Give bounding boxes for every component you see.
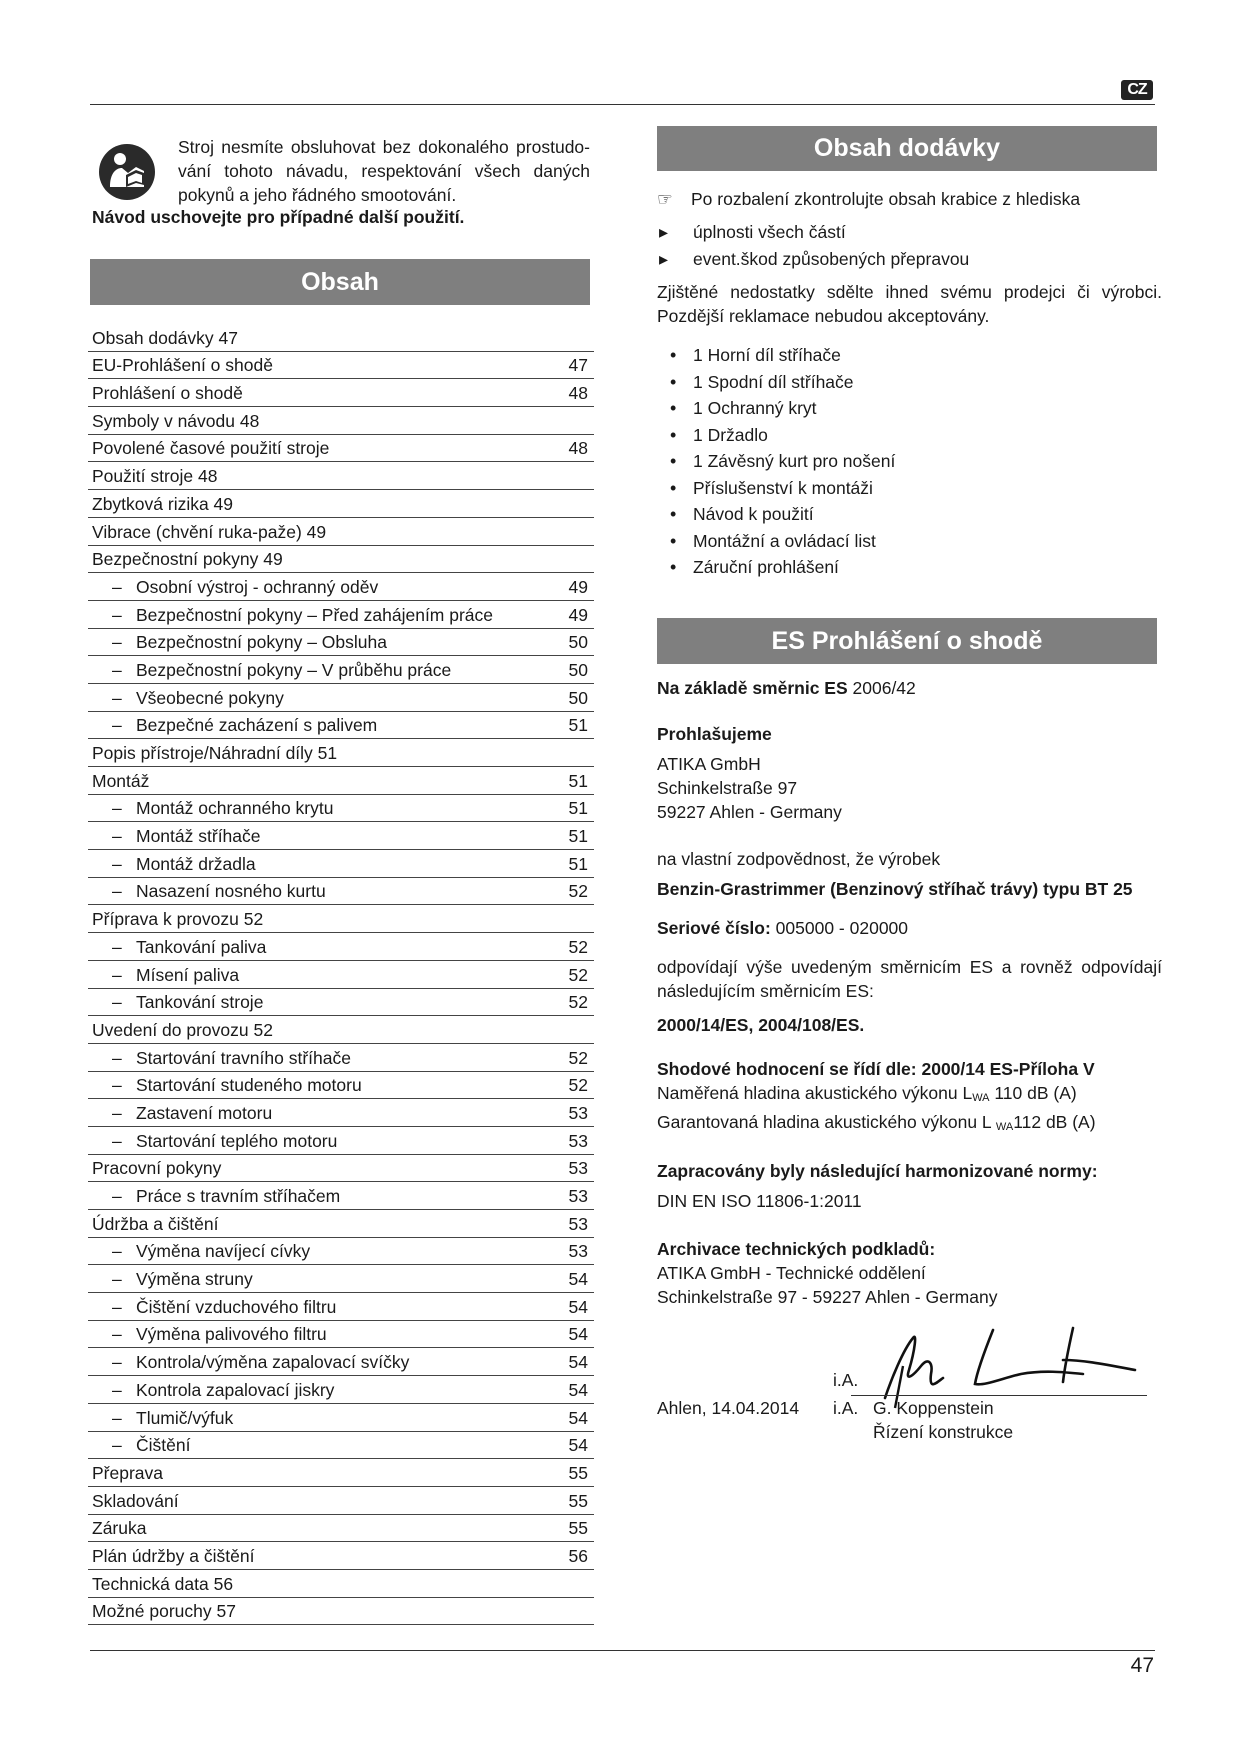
- toc-entry-title: [88, 769, 548, 793]
- toc-entry-text: EU-Prohlášení o shodě: [92, 355, 273, 376]
- toc-row: [88, 1182, 594, 1210]
- measured-prefix: Naměřená hladina akustického výkonu L: [657, 1083, 973, 1103]
- toc-entry-text: Zbytková rizika 49: [92, 493, 234, 514]
- toc-entry-title: [88, 603, 548, 627]
- toc-row: [88, 1542, 594, 1570]
- toc-row: [88, 1127, 594, 1155]
- toc-entry-title: [88, 1267, 548, 1291]
- toc-row: [88, 795, 594, 823]
- toc-row: [88, 1598, 594, 1626]
- toc-entry-text: Výměna navíjecí cívky: [136, 1241, 311, 1262]
- toc-dash-icon: –: [112, 798, 122, 819]
- norms-label: Zapracovány byly následující harmonizované normy:: [657, 1161, 1098, 1181]
- toc-entry-page: 52: [568, 964, 588, 985]
- toc-dash-icon: –: [112, 1296, 122, 1317]
- toc-dash-icon: –: [112, 604, 122, 625]
- toc-row: [88, 518, 594, 546]
- toc-entry-page: 51: [568, 826, 588, 847]
- toc-entry-page: 52: [568, 1047, 588, 1068]
- language-badge: CZ: [1121, 80, 1153, 100]
- toc-row: [88, 324, 594, 352]
- guaranteed-prefix: Garantovaná hladina akustického výkonu L: [657, 1112, 996, 1132]
- toc-row: [88, 435, 594, 463]
- toc-row: [88, 1376, 594, 1404]
- toc-dash-icon: –: [112, 1352, 122, 1373]
- delivery-item: • Záruční prohlášení: [657, 555, 1162, 582]
- signatory-block: [873, 1396, 1153, 1444]
- toc-entry-text: Přeprava: [92, 1462, 164, 1483]
- toc-entry-page: 48: [568, 383, 588, 404]
- toc-entry-text: Výměna palivového filtru: [136, 1324, 327, 1345]
- toc-entry-title: [88, 1184, 548, 1208]
- directives-list: 2000/14/ES, 2004/108/ES.: [657, 1015, 865, 1035]
- toc-dash-icon: –: [112, 1269, 122, 1290]
- check-instruction: [657, 187, 1162, 211]
- toc-entry-text: Kontrola zapalovací jiskry: [136, 1379, 335, 1400]
- toc-row: [88, 352, 594, 380]
- check-criteria-item: ▸ úplnosti všech částí: [657, 220, 1162, 247]
- intro-text: Stroj nesmíte obsluhovat bez dokonalého prostudo-vání tohoto návadu, respektování všech daných pokynů a jeho řádného smootování.: [178, 137, 590, 205]
- toc-row: [88, 490, 594, 518]
- toc-entry-page: 54: [568, 1379, 588, 1400]
- delivery-items-list: [657, 343, 1162, 582]
- toc-entry-title: [88, 907, 548, 931]
- toc-dash-icon: –: [112, 687, 122, 708]
- delivery-item: • Příslušenství k montáži: [657, 476, 1162, 503]
- check-criteria-list: [657, 220, 1162, 274]
- toc-entry-title: [88, 879, 548, 903]
- toc-entry-title: [88, 741, 548, 765]
- toc-entry-title: [88, 686, 548, 710]
- toc-dash-icon: –: [112, 936, 122, 957]
- toc-entry-text: Pracovní pokyny: [92, 1158, 222, 1179]
- page-number: 47: [1130, 1654, 1154, 1677]
- toc-entry-text: Bezpečnostní pokyny 49: [92, 549, 283, 570]
- toc-entry-title: [88, 1516, 548, 1540]
- toc-dash-icon: –: [112, 826, 122, 847]
- toc-row: [88, 961, 594, 989]
- toc-entry-text: Montáž stříhače: [136, 826, 261, 847]
- toc-entry-page: 54: [568, 1435, 588, 1456]
- toc-entry-page: 51: [568, 853, 588, 874]
- footer-rule: [90, 1650, 1155, 1651]
- toc-entry-page: 52: [568, 936, 588, 957]
- toc-entry-title: [88, 658, 548, 682]
- toc-entry-title: [88, 1461, 548, 1485]
- toc-entry-text: Čištění: [136, 1435, 191, 1456]
- archive-label: Archivace technických podkladů:: [657, 1239, 936, 1259]
- toc-entry-page: 54: [568, 1269, 588, 1290]
- delivery-item: • 1 Horní díl stříhače: [657, 343, 1162, 370]
- toc-row: [88, 1515, 594, 1543]
- toc-entry-title: [88, 1156, 548, 1180]
- toc-row: [88, 822, 594, 850]
- toc-dash-icon: –: [112, 1102, 122, 1123]
- declare-label: Prohlašujeme: [657, 724, 772, 744]
- toc-dash-icon: –: [112, 853, 122, 874]
- toc-entry-page: 53: [568, 1158, 588, 1179]
- toc-row: [88, 850, 594, 878]
- signatory-name: G. Koppenstein: [873, 1398, 994, 1418]
- toc-dash-icon: –: [112, 715, 122, 736]
- toc-entry-page: 54: [568, 1296, 588, 1317]
- toc-row: [88, 1459, 594, 1487]
- toc-entry-text: Všeobecné pokyny: [136, 687, 284, 708]
- toc-entry-title: [88, 796, 548, 820]
- serial-label: Seriové číslo:: [657, 918, 771, 938]
- toc-entry-text: Práce s travním stříhačem: [136, 1186, 341, 1206]
- toc-row: [88, 1404, 594, 1432]
- guaranteed-noise: [657, 1110, 1162, 1139]
- toc-row: [88, 462, 594, 490]
- assessment-text: Shodové hodnocení se řídí dle: 2000/14 ES-Příloha V: [657, 1059, 1095, 1079]
- toc-entry-title: [88, 326, 548, 350]
- archive-line-2: Schinkelstraße 97 - 59227 Ahlen - Germany: [657, 1287, 998, 1307]
- company-city: 59227 Ahlen - Germany: [657, 802, 842, 822]
- toc-entry-page: 51: [568, 770, 588, 791]
- toc-entry-title: [88, 547, 548, 571]
- toc-entry-text: Skladování: [92, 1490, 179, 1511]
- toc-entry-page: 47: [568, 355, 588, 376]
- toc-entry-page: 53: [568, 1241, 588, 1262]
- toc-row: [88, 1016, 594, 1044]
- guaranteed-value: 112 dB (A): [1013, 1112, 1096, 1132]
- toc-row: [88, 989, 594, 1017]
- toc-entry-title: [88, 353, 548, 377]
- toc-entry-page: 49: [568, 576, 588, 597]
- toc-entry-title: [88, 1129, 548, 1153]
- toc-entry-text: Startování travního stříhače: [136, 1047, 351, 1068]
- toc-row: [88, 1072, 594, 1100]
- toc-entry-text: Kontrola/výměna zapalovací svíčky: [136, 1352, 410, 1373]
- toc-header: Obsah: [90, 259, 590, 305]
- toc-entry-page: 52: [568, 1075, 588, 1096]
- toc-entry-page: 49: [568, 604, 588, 625]
- toc-entry-text: Zastavení motoru: [136, 1102, 273, 1123]
- toc-dash-icon: –: [112, 1407, 122, 1428]
- toc-entry-text: Montáž držadla: [136, 853, 256, 874]
- toc-entry-text: Obsah dodávky 47: [92, 327, 238, 348]
- measured-noise: [657, 1081, 1162, 1110]
- toc-row: [88, 1044, 594, 1072]
- toc-entry-title: [88, 1378, 548, 1402]
- measured-value: 110 dB (A): [989, 1083, 1077, 1103]
- toc-row: [88, 1155, 594, 1183]
- toc-entry-page: 55: [568, 1518, 588, 1539]
- toc-dash-icon: –: [112, 881, 122, 902]
- toc-entry-text: Bezpečné zacházení s palivem: [136, 715, 378, 736]
- delivery-item: • 1 Držadlo: [657, 423, 1162, 450]
- toc-entry-title: [88, 575, 548, 599]
- toc-entry-text: Montáž: [92, 770, 150, 791]
- toc-entry-title: [88, 1350, 548, 1374]
- toc-entry-title: [88, 436, 548, 460]
- toc-entry-text: Startování studeného motoru: [136, 1075, 362, 1096]
- header-rule: [90, 104, 1155, 105]
- toc-row: [88, 1293, 594, 1321]
- toc-row: [88, 546, 594, 574]
- serial-line: [657, 916, 1162, 940]
- toc-entry-title: [88, 1101, 548, 1125]
- toc-entry-page: 56: [568, 1545, 588, 1566]
- toc-dash-icon: –: [112, 1130, 122, 1151]
- toc-dash-icon: –: [112, 1241, 122, 1262]
- toc-entry-text: Popis přístroje/Náhradní díly 51: [92, 743, 338, 763]
- read-manual-icon: [98, 143, 156, 201]
- toc-row: [88, 1432, 594, 1460]
- table-of-contents: [88, 324, 594, 1625]
- toc-entry-text: Plán údržby a čištění: [92, 1545, 255, 1566]
- toc-entry-text: Možné poruchy 57: [92, 1601, 236, 1622]
- toc-dash-icon: –: [112, 1435, 122, 1456]
- toc-entry-page: 54: [568, 1352, 588, 1373]
- archive-block: [657, 1237, 1162, 1309]
- pointing-hand-icon: ☞: [657, 189, 673, 209]
- toc-dash-icon: –: [112, 1186, 122, 1206]
- toc-row: [88, 684, 594, 712]
- toc-dash-icon: –: [112, 964, 122, 985]
- toc-row: [88, 767, 594, 795]
- delivery-item: • Montážní a ovládací list: [657, 529, 1162, 556]
- toc-row: [88, 1487, 594, 1515]
- toc-entry-title: [88, 409, 548, 433]
- toc-entry-text: Symboly v návodu 48: [92, 410, 260, 431]
- delivery-item: • 1 Závěsný kurt pro nošení: [657, 449, 1162, 476]
- toc-entry-title: [88, 1073, 548, 1097]
- toc-entry-title: [88, 1295, 548, 1319]
- toc-row: [88, 379, 594, 407]
- toc-entry-page: 54: [568, 1324, 588, 1345]
- toc-entry-text: Bezpečnostní pokyny – Před zahájením práce: [136, 604, 494, 625]
- toc-entry-title: [88, 1572, 548, 1596]
- toc-entry-title: [88, 990, 548, 1014]
- serial-value: 005000 - 020000: [770, 918, 909, 938]
- toc-entry-page: 50: [568, 687, 588, 708]
- norms-block: [657, 1159, 1162, 1213]
- toc-entry-text: Tankování stroje: [136, 992, 264, 1013]
- toc-entry-title: [88, 520, 548, 544]
- toc-entry-text: Bezpečnostní pokyny – V průběhu práce: [136, 659, 452, 680]
- company-street: Schinkelstraße 97: [657, 778, 798, 798]
- toc-entry-text: Záruka: [92, 1518, 147, 1539]
- toc-entry-page: 53: [568, 1186, 588, 1206]
- toc-entry-page: 54: [568, 1407, 588, 1428]
- norms-value: DIN EN ISO 11806-1:2011: [657, 1191, 862, 1211]
- toc-entry-page: 50: [568, 632, 588, 653]
- toc-entry-text: Nasazení nosného kurtu: [136, 881, 326, 902]
- toc-entry-page: 55: [568, 1462, 588, 1483]
- toc-row: [88, 1348, 594, 1376]
- toc-row: [88, 878, 594, 906]
- toc-entry-title: [88, 1489, 548, 1513]
- toc-entry-page: 51: [568, 715, 588, 736]
- toc-row: [88, 712, 594, 740]
- toc-row: [88, 1099, 594, 1127]
- product-name: Benzin-Grastrimmer (Benzinový stříhač trávy) typu BT 25: [657, 879, 1133, 899]
- toc-entry-text: Použití stroje 48: [92, 466, 218, 487]
- toc-entry-title: [88, 935, 548, 959]
- conformity-text: odpovídají výše uvedeným směrnicím ES a rovněž odpovídají následujícím směrnicím ES:: [657, 957, 1162, 1001]
- toc-row: [88, 739, 594, 767]
- directive-value: 2006/42: [847, 678, 916, 698]
- toc-entry-text: Prohlášení o shodě: [92, 383, 243, 404]
- toc-entry-text: Výměna struny: [136, 1269, 253, 1290]
- toc-entry-page: 53: [568, 1102, 588, 1123]
- responsibility-text: na vlastní zodpovědnost, že výrobek: [657, 849, 941, 869]
- toc-entry-title: [88, 1599, 548, 1623]
- toc-entry-title: [88, 852, 548, 876]
- toc-row: [88, 905, 594, 933]
- toc-entry-title: [88, 1018, 548, 1042]
- toc-entry-title: [88, 963, 548, 987]
- delivery-item: • Návod k použití: [657, 502, 1162, 529]
- toc-entry-text: Příprava k provozu 52: [92, 909, 264, 930]
- signatory-role: Řízení konstrukce: [873, 1422, 1014, 1442]
- toc-entry-title: [88, 464, 548, 488]
- toc-entry-text: Montáž ochranného krytu: [136, 798, 334, 819]
- toc-row: [88, 573, 594, 601]
- contents-header: Obsah dodávky: [657, 126, 1157, 171]
- toc-dash-icon: –: [112, 992, 122, 1013]
- toc-entry-title: [88, 1239, 548, 1263]
- guaranteed-subscript: WA: [995, 1121, 1014, 1133]
- toc-entry-title: [88, 1406, 548, 1430]
- directive-label: Na základě směrnic ES: [657, 678, 848, 698]
- toc-entry-text: Uvedení do provozu 52: [92, 1019, 273, 1040]
- toc-row: [88, 1210, 594, 1238]
- place-date: Ahlen, 14.04.2014: [657, 1398, 800, 1418]
- toc-entry-page: 48: [568, 438, 588, 459]
- ec-declaration-header: ES Prohlášení o shodě: [657, 618, 1157, 664]
- directive-line: [657, 676, 1162, 700]
- toc-dash-icon: –: [112, 659, 122, 680]
- toc-row: [88, 1570, 594, 1598]
- delivery-item: • 1 Spodní díl stříhače: [657, 370, 1162, 397]
- toc-entry-title: [88, 1544, 548, 1568]
- toc-row: [88, 1321, 594, 1349]
- toc-entry-title: [88, 824, 548, 848]
- check-text: Po rozbalení zkontrolujte obsah krabice z hlediska: [691, 189, 1081, 209]
- notice-text: Zjištěné nedostatky sdělte ihned svému prodejci či výrobci. Pozdější reklamace nebudou akceptovány.: [657, 282, 1162, 326]
- toc-row: [88, 1265, 594, 1293]
- toc-entry-text: Osobní výstroj - ochranný oděv: [136, 576, 379, 597]
- check-criteria-item: ▸ event.škod způsobených přepravou: [657, 247, 1162, 274]
- toc-entry-title: [88, 1046, 548, 1070]
- toc-entry-text: Startování teplého motoru: [136, 1130, 338, 1151]
- toc-row: [88, 1238, 594, 1266]
- toc-dash-icon: –: [112, 1324, 122, 1345]
- toc-entry-text: Vibrace (chvění ruka-paže) 49: [92, 521, 327, 542]
- toc-row: [88, 933, 594, 961]
- archive-line-1: ATIKA GmbH - Technické oddělení: [657, 1263, 926, 1283]
- company-name: ATIKA GmbH: [657, 754, 761, 774]
- toc-entry-title: [88, 1322, 548, 1346]
- toc-row: [88, 407, 594, 435]
- toc-entry-text: Tankování paliva: [136, 936, 267, 957]
- toc-row: [88, 601, 594, 629]
- ia-lower: i.A.: [833, 1398, 859, 1418]
- manufacturer-address: [657, 752, 1162, 824]
- toc-entry-page: 53: [568, 1213, 588, 1234]
- intro-keep-manual: Návod uschovejte pro případné další použití.: [92, 207, 465, 227]
- ia-upper: i.A.: [833, 1370, 859, 1390]
- toc-entry-text: Tlumič/výfuk: [136, 1407, 234, 1428]
- toc-entry-text: Údržba a čištění: [92, 1213, 219, 1234]
- toc-entry-page: 55: [568, 1490, 588, 1511]
- toc-entry-page: 52: [568, 992, 588, 1013]
- measured-subscript: WA: [972, 1092, 990, 1104]
- toc-entry-title: [88, 713, 548, 737]
- toc-entry-title: [88, 381, 548, 405]
- delivery-item: • 1 Ochranný kryt: [657, 396, 1162, 423]
- toc-entry-title: [88, 630, 548, 654]
- toc-entry-text: Mísení paliva: [136, 964, 240, 985]
- toc-entry-title: [88, 1433, 548, 1457]
- toc-dash-icon: –: [112, 576, 122, 597]
- toc-entry-title: [88, 492, 548, 516]
- toc-entry-page: 52: [568, 881, 588, 902]
- toc-dash-icon: –: [112, 1379, 122, 1400]
- toc-row: [88, 629, 594, 657]
- toc-entry-text: Bezpečnostní pokyny – Obsluha: [136, 632, 387, 653]
- toc-entry-text: Povolené časové použití stroje: [92, 438, 330, 459]
- toc-entry-text: Čištění vzduchového filtru: [136, 1296, 337, 1317]
- toc-entry-page: 53: [568, 1130, 588, 1151]
- toc-dash-icon: –: [112, 1075, 122, 1096]
- toc-entry-text: Technická data 56: [92, 1573, 234, 1594]
- toc-dash-icon: –: [112, 632, 122, 653]
- toc-entry-title: [88, 1212, 548, 1236]
- toc-row: [88, 656, 594, 684]
- toc-entry-page: 50: [568, 659, 588, 680]
- noise-block: [657, 1057, 1162, 1139]
- toc-entry-page: 51: [568, 798, 588, 819]
- toc-dash-icon: –: [112, 1047, 122, 1068]
